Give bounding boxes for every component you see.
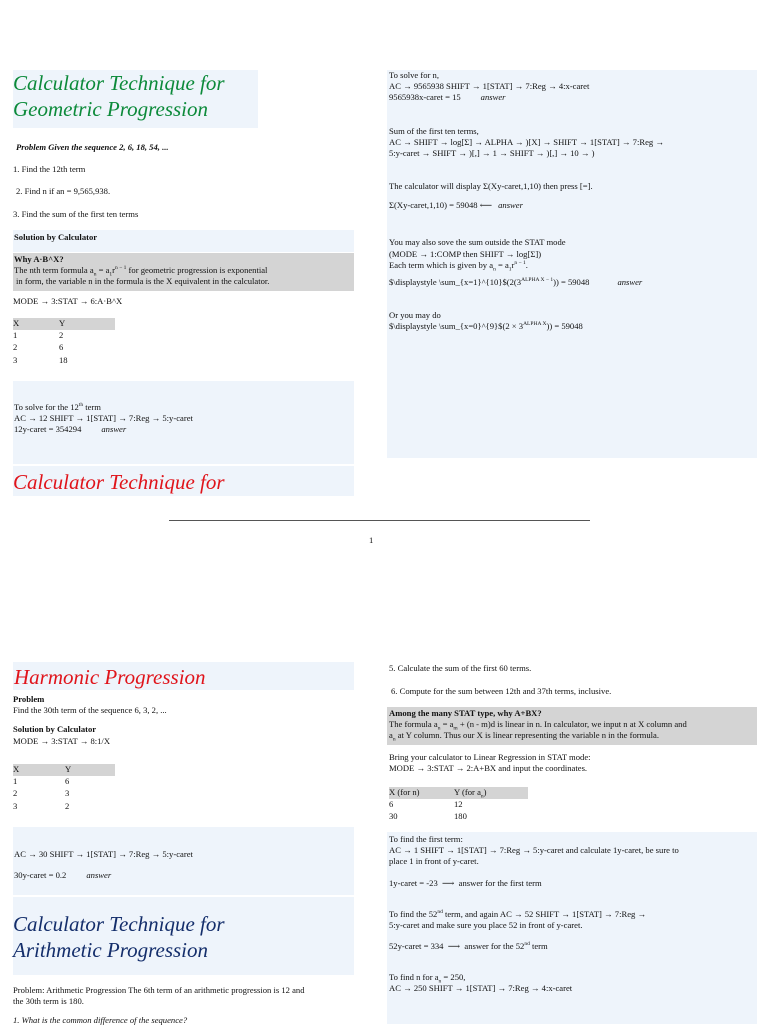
first-head: To find the first term: bbox=[389, 834, 463, 844]
table-row: 6 12 bbox=[389, 799, 463, 810]
ap-right-content: To find the first term: AC → 1 SHIFT → 1[STAT] → 7:Reg → 5:y-caret and calculate 1y-caret, be sure to place 1 in front of y-caret. 1y-caret = -23 ⟶ answer for the first term To find the 52nd term, and again AC → 52 SHIFT → 1[STAT] → 7:Reg → 5:y-caret and make sure you place 52 in front of y-caret. 52y-caret = 334 ⟶ answer for the 52nd term To find n for $a_n = 250$, AC → 250 SHIFT → 1[STAT] → 7:Reg → 4:x-caret bbox=[389, 834, 755, 995]
solve-n-result: 9565938x-caret = 15 bbox=[389, 92, 461, 103]
page-number: 1 bbox=[369, 535, 374, 545]
ap-item-6: 6. Compute for the sum between 12th and 37th terms, inclusive. bbox=[391, 686, 612, 696]
gp-mode-line: MODE → 3:STAT → 6:A·B^X bbox=[13, 296, 123, 306]
gp-why-line1: The nth term formula $a_n = a_1r^{n - 1}$ for geometric progression is exponential bbox=[14, 265, 268, 278]
table-header: X Y bbox=[13, 764, 115, 776]
gp-xy-table bbox=[13, 318, 115, 367]
display-result: Σ(Xy-caret,1,10) = 59048 bbox=[389, 200, 478, 211]
first-keys-2: place 1 in front of y-caret. bbox=[389, 856, 479, 867]
gp-solve12-keys: AC → 12 SHIFT → 1[STAT] → 7:Reg → 5:y-caret bbox=[14, 413, 193, 424]
ap-item-1: 1. What is the common difference of the sequence? bbox=[13, 1015, 188, 1026]
answer-label: answer bbox=[86, 870, 112, 881]
sum-keys-1: AC → SHIFT → log[Σ] → ALPHA → )[X] → SHIFT → 1[STAT] → 7:Reg → bbox=[389, 136, 664, 147]
table-row: 2 6 bbox=[13, 342, 64, 353]
ap-bring: Bring your calculator to Linear Regression in STAT mode: MODE → 3:STAT → 2:A+BX and input the coordinates. bbox=[389, 752, 591, 774]
t52-result: 52y-caret = 334 bbox=[389, 941, 444, 952]
ap-why-text: Among the many STAT type, why A+BX? The formula $a_n = a_m + (n - m)d$ is linear in n. In calculator, we input n at X column and $a_n$ at Y column. Thus our X is linear representing the variable n in the formula. bbox=[389, 708, 755, 742]
gp-solve12-result: 12y-caret = 354294 bbox=[14, 424, 82, 435]
hp-problem-label: Problem bbox=[13, 694, 45, 704]
sum-head: Sum of the first ten terms, bbox=[389, 125, 479, 136]
table-row: 2 3 bbox=[13, 788, 70, 799]
sum-keys-2: 5:y-caret → SHIFT → )[,] → 1 → SHIFT → )[,] → 10 → ) bbox=[389, 147, 595, 158]
solve-n-keys: AC → 9565938 SHIFT → 1[STAT] → 7:Reg → 4:x-caret bbox=[389, 81, 590, 92]
gp-item-1: 1. Find the 12th term bbox=[13, 164, 86, 174]
hp-mode-line: MODE → 3:STAT → 8:1/X bbox=[13, 735, 111, 746]
hp-solution-label: Solution by Calculator bbox=[13, 724, 97, 735]
table-row: 1 6 bbox=[13, 776, 70, 787]
gp-why-head: Why A·B^X? bbox=[14, 254, 64, 264]
answer-label: answer bbox=[617, 276, 643, 287]
hp-problem bbox=[13, 694, 353, 747]
outside-line-1: You may also sove the sum outside the STAT mode bbox=[389, 237, 566, 248]
table-row: 3 2 bbox=[13, 800, 70, 811]
display-line: The calculator will display Σ(Xy-caret,1,10) then press [=]. bbox=[389, 181, 593, 192]
hp-title: Harmonic Progression bbox=[14, 665, 206, 689]
ap-problem: Problem: Arithmetic Progression The 6th term of an arithmetic progression is 12 and the 30th term is 180. 1. What is the common difference of the sequence? bbox=[13, 985, 358, 1027]
ap-title: Calculator Technique for Arithmetic Progression bbox=[13, 912, 225, 963]
gp-item-3: 3. Find the sum of the first ten terms bbox=[13, 209, 139, 219]
or-line: Or you may do bbox=[389, 310, 441, 321]
latex-sum-2: $\displaystyle \sum_{x=0}^{9}$(2 × $3^{ALPHA X})) = 59048$ bbox=[389, 321, 583, 332]
answer-label: answer bbox=[101, 424, 127, 435]
n250-keys: AC → 250 SHIFT → 1[STAT] → 7:Reg → 4:x-caret bbox=[389, 983, 573, 994]
table-header: X (for n) Y (for $a_n$) bbox=[389, 787, 528, 799]
outside-line-3: Each term which is given by $a_n = a_1r^{n - 1}$. bbox=[389, 259, 528, 273]
solve-n-head: To solve for n, bbox=[389, 70, 439, 80]
gp-solution-label: Solution by Calculator bbox=[14, 232, 98, 242]
gp-solve12-text: To solve for the 12th term AC → 12 SHIFT → 1[STAT] → 7:Reg → 5:y-caret 12y-caret = 354294 answer bbox=[14, 402, 352, 436]
table-row: 1 2 bbox=[13, 330, 64, 341]
gp-problem-label: Problem Given the sequence 2, 6, 18, 54, ... bbox=[16, 142, 169, 152]
answer-label: answer bbox=[498, 200, 523, 211]
hp-result: 30y-caret = 0.2 bbox=[14, 870, 67, 881]
outside-line-2: (MODE → 1:COMP then SHIFT → log[Σ]) bbox=[389, 248, 542, 259]
first-answer: answer for the first term bbox=[458, 877, 542, 888]
latex-sum-1: $\displaystyle $\backslash sum\_\{x=1\}\^{}\{10\}\$(2(3^{ALPHA X - 1})) = 59048$ answer bbox=[389, 276, 643, 287]
first-keys-1: AC → 1 SHIFT → 1[STAT] → 7:Reg → 5:y-caret and calculate 1y-caret, be sure to bbox=[389, 845, 679, 856]
next-section-title: Calculator Technique for bbox=[13, 470, 225, 494]
gp-right-content: To solve for n, AC → 9565938 SHIFT → 1[STAT] → 7:Reg → 4:x-caret 9565938x-caret = 15 answer Sum of the first ten terms, AC → SHIFT → log[Σ] → ALPHA → )[X] → SHIFT → 1[STAT] → 7:Reg → 5:y-caret → SHIFT → )[,] → 1 → SHIFT → )[,] → 10 → ) The calculator will display Σ(Xy-caret,1,10) then press [=]. Σ(Xy-caret,1,10) = 59048 ⟵ answer You may also sove the sum outside the STAT mode (MODE → 1:COMP then SHIFT → log[Σ]) Each term which is given by $a_n = a_1r^{n - 1}$. $\displaystyle $\backslash sum\_\{x=1\}\^{}\{10\}\$(2(3^{ALPHA X - 1})) = 59048$ answer Or you may do $\displaystyle \sum_{x=0}^{9}$(2 × $3^{ALPHA X})) = 59048$ bbox=[389, 70, 755, 332]
ap-item-5: 5. Calculate the sum of the first 60 terms. bbox=[389, 663, 532, 673]
hp-solve-text bbox=[14, 849, 352, 881]
gp-why-text bbox=[14, 254, 352, 288]
gp-title: Calculator Technique for Geometric Progression bbox=[13, 71, 225, 122]
gp-item-2: 2. Find n if an = 9,565,938. bbox=[16, 186, 111, 196]
ap-why-head: Among the many STAT type, why A+BX? bbox=[389, 708, 542, 718]
hp-xy-table bbox=[13, 764, 115, 813]
hp-keys: AC → 30 SHIFT → 1[STAT] → 7:Reg → 5:y-caret bbox=[14, 849, 193, 859]
table-row: 3 18 bbox=[13, 354, 68, 365]
gp-why-line2: in form, the variable n in the formula is the X equivalent in the calculator. bbox=[16, 276, 270, 287]
table-row: 30 180 bbox=[389, 811, 467, 822]
hp-problem-text: Find the 30th term of the sequence 6, 3, 2, ... bbox=[13, 705, 167, 716]
table-header: X Y bbox=[13, 318, 115, 330]
answer-label: answer bbox=[480, 92, 506, 103]
ap-xy-table bbox=[389, 787, 528, 824]
page-divider bbox=[169, 520, 590, 521]
first-result: 1y-caret = -23 bbox=[389, 877, 438, 888]
